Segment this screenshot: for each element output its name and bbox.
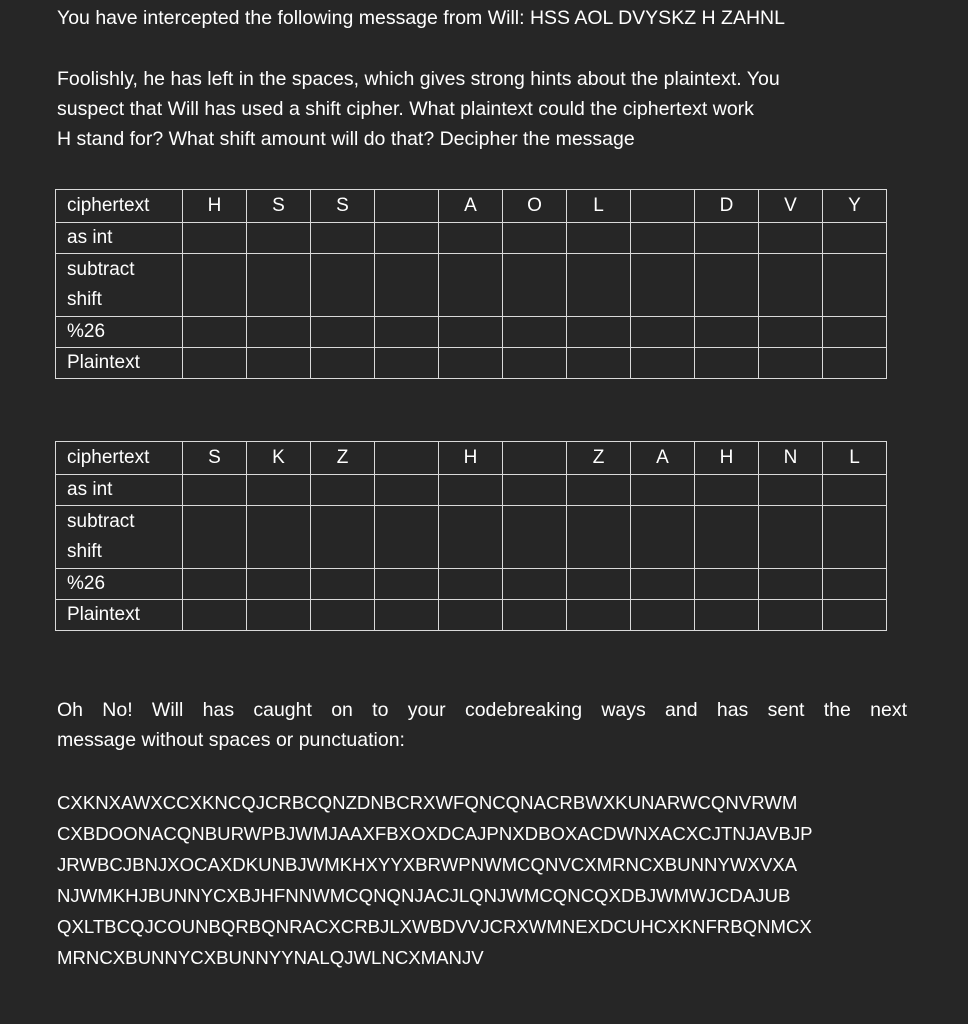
plaintext-cell[interactable] (759, 348, 823, 379)
plaintext-row (56, 348, 887, 379)
subtract-shift-row (56, 506, 887, 569)
plaintext-cell[interactable] (695, 600, 759, 631)
as-int-cell[interactable] (183, 223, 247, 254)
instructions-line: suspect that Will has used a shift cipher. What plaintext could the ciphertext work (57, 98, 754, 120)
ciphertext-cell[interactable]: N (759, 442, 823, 475)
row-label (56, 506, 183, 569)
ciphertext-cell[interactable]: Z (567, 442, 631, 475)
subtract-shift-cell[interactable] (503, 506, 567, 569)
row-label: ciphertext (56, 442, 183, 475)
mod-cell[interactable] (247, 317, 311, 348)
intro-text: You have intercepted the following message from Will: HSS AOL DVYSKZ H ZAHNL (57, 7, 785, 29)
mod-cell[interactable] (759, 317, 823, 348)
plaintext-cell[interactable] (439, 348, 503, 379)
plaintext-cell[interactable] (503, 348, 567, 379)
as-int-cell[interactable] (823, 223, 887, 254)
mod-cell[interactable] (695, 317, 759, 348)
ciphertext-cell[interactable]: A (631, 442, 695, 475)
ciphertext-cell[interactable]: A (439, 190, 503, 223)
ciphertext-cell[interactable]: H (183, 190, 247, 223)
mod-row (56, 317, 887, 348)
plaintext-cell[interactable] (183, 600, 247, 631)
subtract-shift-cell[interactable] (631, 506, 695, 569)
ciphertext-cell[interactable]: L (567, 190, 631, 223)
as-int-cell[interactable] (631, 475, 695, 506)
subtract-shift-cell[interactable] (183, 254, 247, 317)
mod-cell[interactable] (183, 317, 247, 348)
as-int-cell[interactable] (567, 223, 631, 254)
mod-cell[interactable] (567, 317, 631, 348)
plaintext-cell[interactable] (183, 348, 247, 379)
subtract-shift-cell[interactable] (311, 254, 375, 317)
ciphertext-cell[interactable]: L (823, 442, 887, 475)
oh-no-line: Oh No! Will has caught on to your codebreaking ways and has sent the next (57, 699, 907, 721)
row-label: %26 (56, 317, 183, 348)
ciphertext-cell[interactable]: K (247, 442, 311, 475)
row-label-line: shift (67, 541, 102, 562)
cipher-table-1 (55, 189, 887, 379)
mod-cell[interactable] (311, 317, 375, 348)
subtract-shift-row (56, 254, 887, 317)
as-int-cell[interactable] (631, 223, 695, 254)
mod-cell[interactable] (631, 317, 695, 348)
subtract-shift-cell[interactable] (247, 506, 311, 569)
ciphertext-cell[interactable] (375, 442, 439, 475)
ciphertext-block (57, 787, 907, 973)
instructions-line: H stand for? What shift amount will do that? Decipher the message (57, 128, 635, 150)
ciphertext-cell[interactable]: D (695, 190, 759, 223)
mod-cell[interactable] (375, 317, 439, 348)
plaintext-cell[interactable] (311, 600, 375, 631)
ciphertext-cell[interactable] (503, 442, 567, 475)
as-int-cell[interactable] (503, 475, 567, 506)
mod-row (56, 569, 887, 600)
mod-cell[interactable] (439, 317, 503, 348)
as-int-cell[interactable] (695, 475, 759, 506)
mod-cell[interactable] (823, 569, 887, 600)
plaintext-cell[interactable] (375, 348, 439, 379)
mod-cell[interactable] (631, 569, 695, 600)
ciphertext-cell[interactable]: Y (823, 190, 887, 223)
plaintext-cell[interactable] (631, 600, 695, 631)
subtract-shift-cell[interactable] (503, 254, 567, 317)
ciphertext-cell[interactable]: O (503, 190, 567, 223)
row-label: ciphertext (56, 190, 183, 223)
oh-no-paragraph (57, 695, 907, 755)
as-int-row (56, 223, 887, 254)
as-int-cell[interactable] (503, 223, 567, 254)
as-int-cell[interactable] (759, 223, 823, 254)
as-int-cell[interactable] (311, 223, 375, 254)
mod-cell[interactable] (183, 569, 247, 600)
plaintext-cell[interactable] (631, 348, 695, 379)
mod-cell[interactable] (759, 569, 823, 600)
ciphertext-cell[interactable]: V (759, 190, 823, 223)
row-label: as int (56, 475, 183, 506)
instructions-line: Foolishly, he has left in the spaces, which gives strong hints about the plaintext. You (57, 68, 780, 90)
row-label-line: shift (67, 289, 102, 310)
row-label: as int (56, 223, 183, 254)
subtract-shift-cell[interactable] (631, 254, 695, 317)
subtract-shift-cell[interactable] (311, 506, 375, 569)
oh-no-line: message without spaces or punctuation: (57, 729, 405, 751)
plaintext-cell[interactable] (567, 348, 631, 379)
as-int-cell[interactable] (375, 223, 439, 254)
ciphertext-cell[interactable]: S (183, 442, 247, 475)
as-int-cell[interactable] (695, 223, 759, 254)
row-label (56, 254, 183, 317)
ciphertext-cell[interactable]: H (695, 442, 759, 475)
plaintext-cell[interactable] (247, 348, 311, 379)
as-int-cell[interactable] (183, 475, 247, 506)
cipher-table-2 (55, 441, 887, 631)
ciphertext-row (56, 442, 887, 475)
as-int-cell[interactable] (375, 475, 439, 506)
subtract-shift-cell[interactable] (695, 506, 759, 569)
as-int-cell[interactable] (247, 475, 311, 506)
mod-cell[interactable] (695, 569, 759, 600)
ciphertext-cell[interactable]: H (439, 442, 503, 475)
subtract-shift-cell[interactable] (375, 506, 439, 569)
ciphertext-line: QXLTBCQJCOUNBQRBQNRACXCRBJLXWBDVVJCRXWMNEXDCUHCXKNFRBQNMCX (57, 916, 812, 937)
subtract-shift-cell[interactable] (439, 254, 503, 317)
ciphertext-line: MRNCXBUNNYCXBUNNYYNALQJWLNCXMANJV (57, 947, 484, 968)
row-label: Plaintext (56, 348, 183, 379)
mod-cell[interactable] (439, 569, 503, 600)
ciphertext-line: CXKNXAWXCCXKNCQJCRBCQNZDNBCRXWFQNCQNACRBWXKUNARWCQNVRWM (57, 792, 798, 813)
subtract-shift-cell[interactable] (567, 506, 631, 569)
ciphertext-cell[interactable]: S (247, 190, 311, 223)
subtract-shift-cell[interactable] (823, 506, 887, 569)
subtract-shift-cell[interactable] (823, 254, 887, 317)
subtract-shift-cell[interactable] (439, 506, 503, 569)
plaintext-cell[interactable] (567, 600, 631, 631)
as-int-cell[interactable] (759, 475, 823, 506)
row-label-line: subtract (67, 511, 135, 532)
as-int-cell[interactable] (823, 475, 887, 506)
plaintext-cell[interactable] (503, 600, 567, 631)
plaintext-cell[interactable] (311, 348, 375, 379)
plaintext-cell[interactable] (823, 600, 887, 631)
subtract-shift-cell[interactable] (567, 254, 631, 317)
instructions-paragraph (57, 64, 907, 154)
as-int-cell[interactable] (439, 223, 503, 254)
as-int-cell[interactable] (567, 475, 631, 506)
ciphertext-cell[interactable] (631, 190, 695, 223)
mod-cell[interactable] (823, 317, 887, 348)
subtract-shift-cell[interactable] (759, 506, 823, 569)
as-int-cell[interactable] (311, 475, 375, 506)
ciphertext-cell[interactable]: Z (311, 442, 375, 475)
mod-cell[interactable] (247, 569, 311, 600)
as-int-cell[interactable] (247, 223, 311, 254)
row-label: Plaintext (56, 600, 183, 631)
ciphertext-cell[interactable]: S (311, 190, 375, 223)
mod-cell[interactable] (503, 569, 567, 600)
mod-cell[interactable] (311, 569, 375, 600)
row-label: %26 (56, 569, 183, 600)
subtract-shift-cell[interactable] (183, 506, 247, 569)
ciphertext-line: CXBDOONACQNBURWPBJWMJAAXFBXOXDCAJPNXDBOXACDWNXACXCJTNJAVBJP (57, 823, 813, 844)
mod-cell[interactable] (375, 569, 439, 600)
as-int-row (56, 475, 887, 506)
plaintext-row (56, 600, 887, 631)
subtract-shift-cell[interactable] (247, 254, 311, 317)
ciphertext-line: JRWBCJBNJXOCAXDKUNBJWMKHXYYXBRWPNWMCQNVCXMRNCXBUNNYWXVXA (57, 854, 798, 875)
subtract-shift-cell[interactable] (375, 254, 439, 317)
plaintext-cell[interactable] (375, 600, 439, 631)
plaintext-cell[interactable] (823, 348, 887, 379)
subtract-shift-cell[interactable] (695, 254, 759, 317)
plaintext-cell[interactable] (247, 600, 311, 631)
ciphertext-cell[interactable] (375, 190, 439, 223)
ciphertext-line: NJWMKHJBUNNYCXBJHFNNWMCQNQNJACJLQNJWMCQNCQXDBJWMWJCDAJUB (57, 885, 791, 906)
subtract-shift-cell[interactable] (759, 254, 823, 317)
plaintext-cell[interactable] (439, 600, 503, 631)
row-label-line: subtract (67, 259, 135, 280)
plaintext-cell[interactable] (759, 600, 823, 631)
ciphertext-row (56, 190, 887, 223)
as-int-cell[interactable] (439, 475, 503, 506)
mod-cell[interactable] (503, 317, 567, 348)
plaintext-cell[interactable] (695, 348, 759, 379)
mod-cell[interactable] (567, 569, 631, 600)
